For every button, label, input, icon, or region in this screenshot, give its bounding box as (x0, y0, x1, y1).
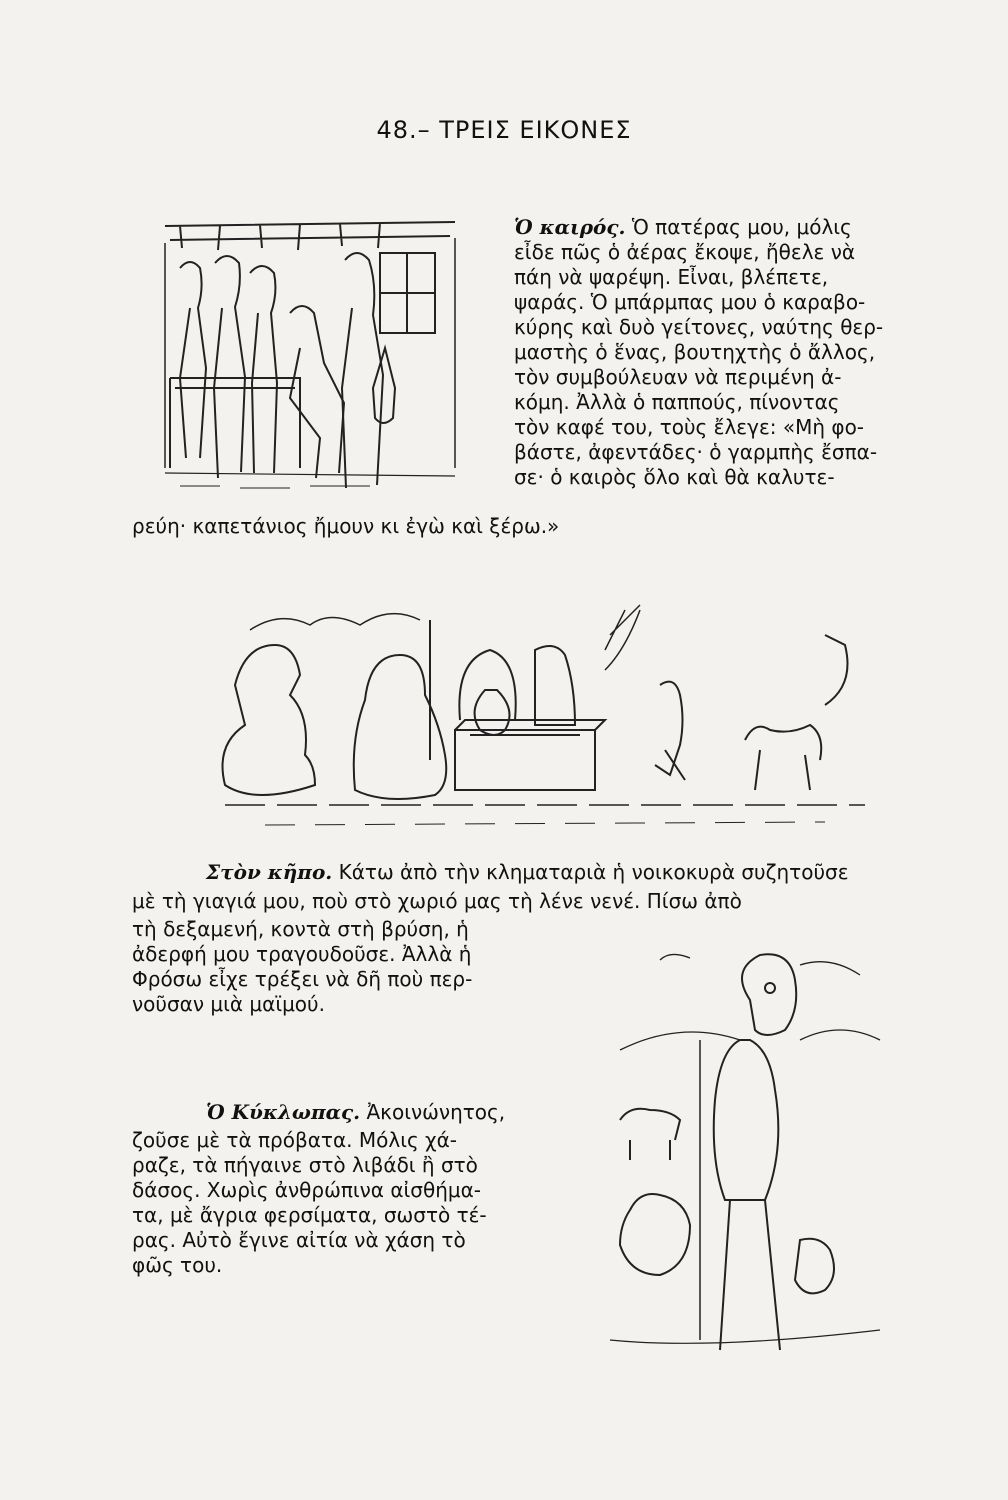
text-line: σε· ὁ καιρὸς ὅλο καὶ θὰ καλυτε- (514, 465, 835, 489)
section-cyclops-line1 (206, 1100, 574, 1125)
text-line: νοῦσαν μιὰ μαϊμού. (132, 992, 325, 1016)
section-garden-paragraph (132, 917, 592, 1017)
text-line: βάστε, ἀφεντάδες· ὁ γαρμπὴς ἔσπα- (514, 440, 878, 464)
text-line: εἶδε πῶς ὁ ἀέρας ἔκοψε, ἤθελε νὰ (514, 240, 856, 264)
text-line: Ὁ πατέρας μου, μόλις (631, 215, 852, 239)
section-weather-paragraph (514, 215, 924, 490)
text-line: δάσος. Χωρὶς ἀνθρώπινα αἰσθήμα- (132, 1178, 482, 1202)
text-line: πάη νὰ ψαρέψη. Εἶναι, βλέπετε, (514, 265, 829, 289)
text-line: ψαράς. Ὁ μπάρμπας μου ὁ καραβο- (514, 290, 866, 314)
text-line: μαστὴς ὁ ἕνας, βουτηχτὴς ὁ ἄλλος, (514, 340, 876, 364)
section-garden-line2: μὲ τὴ γιαγιά μου, ποὺ στὸ χωριό μας τὴ λένε νενέ. Πίσω ἀπὸ (132, 889, 742, 913)
text-line: ραζε, τὰ πήγαινε στὸ λιβάδι ἢ στὸ (132, 1153, 478, 1177)
text-line: ζοῦσε μὲ τὰ πρόβατα. Μόλις χά- (132, 1128, 458, 1152)
text-line: ρας. Αὐτὸ ἔγινε αἰτία νὰ χάση τὸ (132, 1228, 466, 1252)
illustration-fishermen (160, 218, 460, 503)
illustration-garden (205, 590, 885, 840)
text-line: ἀδερφή μου τραγουδοῦσε. Ἀλλὰ ἡ (132, 942, 472, 966)
text-line: τὴ δεξαμενή, κοντὰ στὴ βρύση, ἡ (132, 917, 469, 941)
text-line: Κάτω ἀπὸ τὴν κληματαριὰ ἡ νοικοκυρὰ συζητοῦσε (338, 860, 849, 884)
section-cyclops-heading: Ὁ Κύκλωπας. (206, 1100, 361, 1124)
text-line: Φρόσω εἶχε τρέξει νὰ δῆ ποὺ περ- (132, 967, 473, 991)
section-weather-heading: Ὁ καιρός. (514, 215, 626, 239)
text-line: τα, μὲ ἄγρια φερσίματα, σωστὸ τέ- (132, 1203, 487, 1227)
text-line: φῶς του. (132, 1253, 223, 1277)
section-weather-last-line: ρεύη· καπετάνιος ἤμουν κι ἐγὼ καὶ ξέρω.» (132, 514, 560, 538)
text-line: κόμη. Ἀλλὰ ὁ παππούς, πίνοντας (514, 390, 840, 414)
text-line: Ἀκοινώνητος, (366, 1100, 506, 1124)
section-garden-line1 (206, 860, 936, 885)
text-line: τὸν καφέ του, τοὺς ἔλεγε: «Μὴ φο- (514, 415, 865, 439)
text-line: κύρης καὶ δυὸ γείτονες, ναύτης θερ- (514, 315, 884, 339)
section-cyclops-paragraph (132, 1128, 574, 1278)
section-garden-heading: Στὸν κῆπο. (206, 860, 333, 884)
text-line: τὸν συμβούλευαν νὰ περιμένη ἀ- (514, 365, 842, 389)
illustration-cyclops (600, 940, 890, 1370)
page-title: 48.– ΤΡΕΙΣ ΕΙΚΟΝΕΣ (376, 116, 632, 144)
